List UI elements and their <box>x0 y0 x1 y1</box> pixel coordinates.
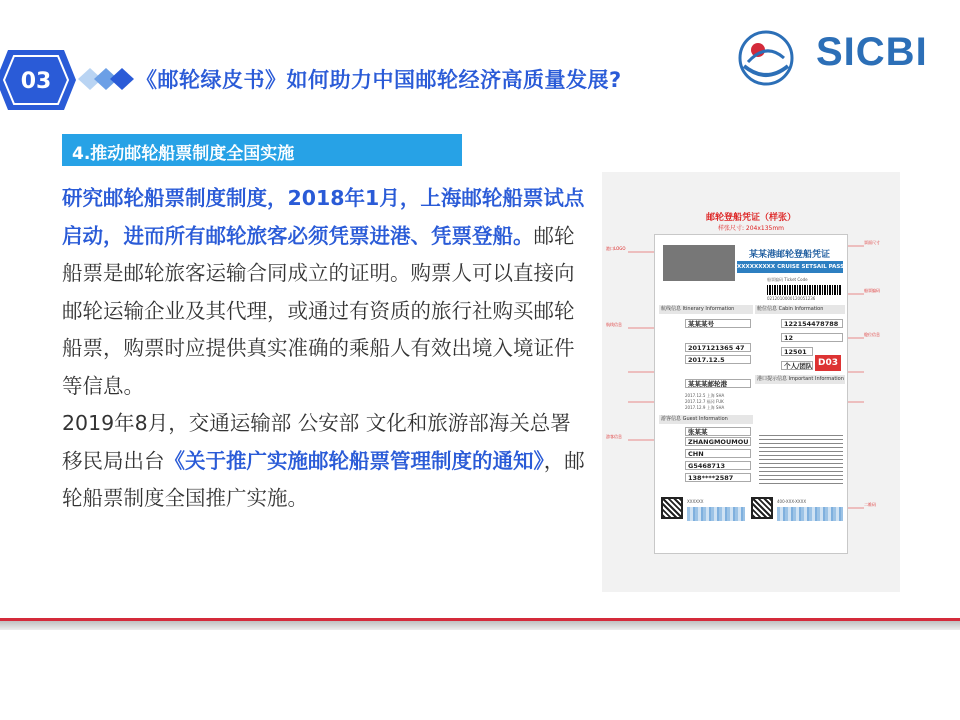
qr-caption-right: 400-XXX-XXXX <box>777 499 807 504</box>
section-header-bar <box>62 134 462 166</box>
notes-text-block <box>759 435 843 485</box>
city-skyline-graphic <box>777 507 843 521</box>
booking-number: 122154478788 <box>781 319 843 328</box>
guest-header: 游客信息 Guest Information <box>659 415 753 424</box>
footer-grey-band <box>0 621 960 630</box>
schedule-line: 2017.12.9 上海 SHA <box>685 405 725 410</box>
callout-label: 港口LOGO <box>606 246 626 251</box>
tour-type: 个人/团队 <box>781 361 813 370</box>
section-number-hexagon <box>0 48 78 112</box>
qr-code-icon <box>751 497 773 519</box>
important-header: 港口提示信息 Important Information <box>757 376 844 382</box>
body-paragraph-1: 邮轮船票是邮轮旅客运输合同成立的证明。购票人可以直接向邮轮运输企业及其代理，或通过有资质的旅行社购买邮轮船票，购票时应提供真实准确的乘船人有效出境入境证件等信息。 <box>62 223 575 398</box>
body-text <box>62 180 592 518</box>
gate-badge: D03 <box>815 355 841 371</box>
callout-label: 游客信息 <box>606 434 622 439</box>
decorative-diamonds <box>76 64 136 94</box>
callout-label: 航线信息 <box>606 322 622 327</box>
section-number: 03 <box>20 69 52 94</box>
itinerary-header: 航线信息 Itinerary Information <box>659 305 753 314</box>
body-paragraph-2-start: 2019年8月，交通运输部 公安部 文化和旅游部海关总署 移民局出台 <box>62 411 571 473</box>
sail-date: 2017.12.5 <box>685 355 751 364</box>
route: 某某某邮轮港 <box>685 379 751 388</box>
cabin-number: 12501 <box>781 347 813 356</box>
cabin-class: 12 <box>781 333 843 342</box>
callout-label: 二维码 <box>864 502 876 507</box>
ticket-code-label: 船票编码 Ticket Code <box>767 277 808 282</box>
qr-code-icon <box>661 497 683 519</box>
barcode-number: 0212010000120051236 <box>767 296 816 301</box>
schedule-line: 2017.12.5 上海 SHA <box>685 393 725 398</box>
cabin-header: 舱位信息 Cabin Information <box>755 305 845 314</box>
logo-text: SICBI <box>816 30 928 74</box>
section-header-label: 4.推动邮轮船票制度全国实施 <box>72 144 295 164</box>
city-skyline-graphic <box>687 507 745 521</box>
body-paragraph-2-end: ，邮轮船票制度全国推广实施。 <box>62 448 585 510</box>
guest-name-cn: 张某某 <box>685 427 751 436</box>
ticket-card <box>654 234 848 554</box>
port-logo-placeholder <box>663 245 735 281</box>
ticket-sample-title: 邮轮登船凭证（样张） <box>705 213 796 223</box>
ticket-sample-size: 样张尺寸: 204x135mm <box>717 225 785 232</box>
guest-name-en: ZHANGMOUMOU <box>685 437 751 446</box>
voyage-number: 2017121365 47 <box>685 343 751 352</box>
callout-label: 舱位信息 <box>864 332 880 337</box>
body-highlight-1: 研究邮轮船票制度制度，2018年1月，上海邮轮船票试点启动，进而所有邮轮旅客必须凭票进港、凭票登船。 <box>62 186 585 248</box>
schedule-line: 2017.12.7 福冈 FUK <box>685 399 724 404</box>
passport-number: G5468713 <box>685 461 751 470</box>
callout-label: 船票编码 <box>864 288 880 293</box>
phone-number: 138****2587 <box>685 473 751 482</box>
callout-label: 票面尺寸 <box>864 240 880 245</box>
barcode <box>767 285 841 295</box>
qr-caption-left: XXXXXX <box>687 499 704 504</box>
ticket-port-name: 某某港邮轮登船凭证 <box>749 250 831 260</box>
page-title: 《邮轮绿皮书》如何助力中国邮轮经济高质量发展? <box>136 68 622 92</box>
cruise-ticket-sample-image <box>602 172 900 592</box>
nationality: CHN <box>685 449 751 458</box>
notice-title: 《关于推广实施邮轮船票管理制度的通知》 <box>164 448 544 473</box>
ticket-band: XXXXXXXXX CRUISE SETSAIL PASS <box>737 261 843 273</box>
ship-name: 某某某号 <box>685 319 751 328</box>
